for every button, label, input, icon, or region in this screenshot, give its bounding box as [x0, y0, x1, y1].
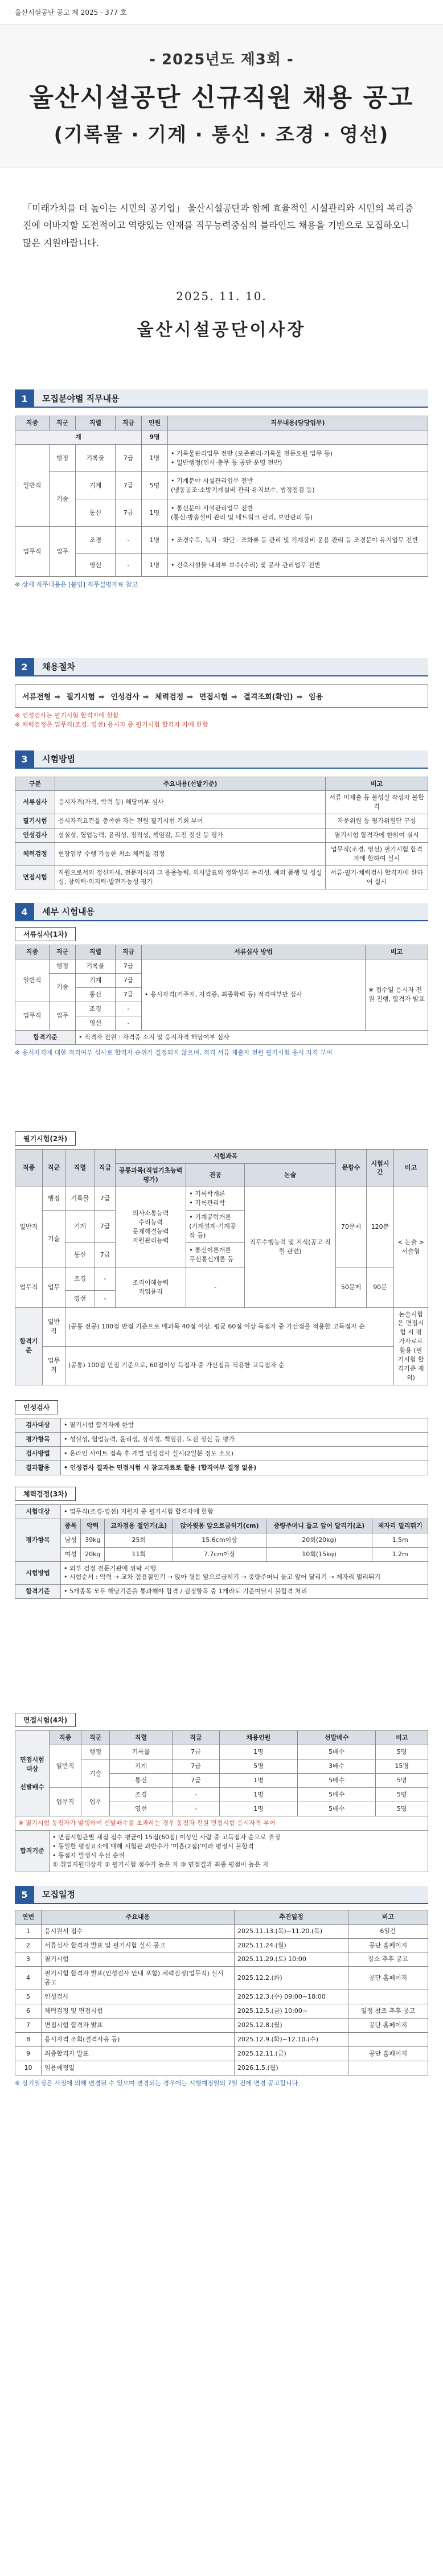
table-cell: 7급 [95, 1210, 116, 1242]
table-cell: 의사소통능력 수리능력 문제해결능력 자원관리능력 [116, 1187, 186, 1268]
table-cell: 행정 [81, 1745, 110, 1759]
table-cell: 1명 [219, 1745, 297, 1759]
table-cell: 영선 [76, 1016, 116, 1030]
table-cell: 행정 [50, 445, 76, 472]
notice-date: 2025. 11. 10. [176, 289, 267, 303]
hero-categories: (기록물 · 기계 · 통신 · 조경 · 영선) [54, 124, 389, 146]
col-header: 시험시간 [367, 1150, 394, 1187]
table-cell: 7급 [173, 1774, 220, 1788]
table-cell: 남성 [61, 1533, 81, 1547]
table-cell: 7급 [173, 1745, 220, 1759]
table-cell: 39kg [81, 1533, 105, 1547]
table-cell: 행정 [43, 1187, 65, 1210]
table-cell: 2025.11.24.(월) [235, 1938, 348, 1952]
table-cell: 5 [15, 1990, 42, 2004]
table-cell: ※ 접수일 응시자 전원 진행, 합격자 발표 [366, 959, 428, 1030]
col-header: 서류심사 방법 [142, 945, 366, 959]
table-cell: 응시자격(자격, 학력 등) 해당여부 심사 [55, 791, 326, 814]
table-cell: 공단 홈페이지 [348, 2019, 428, 2033]
table-cell: • 기록학개론 • 기록관리학 [186, 1187, 245, 1210]
table-cell: 4 [15, 1967, 42, 1990]
table-cell: 20회(20kg) [266, 1533, 372, 1547]
table-cell: • 기계공학개론 (기계설계·기계공작 등) [186, 1210, 245, 1242]
table-cell: 조경 [76, 1002, 116, 1016]
table-cell: 면접시험 합격자 발표 [42, 2019, 235, 2033]
table-cell: 90분 [367, 1268, 394, 1307]
col-header: 시험과목 [116, 1150, 336, 1164]
col-header: 제자리 멀리뛰기 [372, 1519, 428, 1533]
table-cell: 2025.11.13.(목)~11.20.(목) [235, 1924, 348, 1938]
document-screening-table [15, 945, 428, 1045]
table-cell: 조직이해능력 직업윤리 [116, 1268, 186, 1307]
table-cell: 5명 [219, 1759, 297, 1774]
col-header: 비고 [348, 1910, 428, 1924]
table-cell: 2026.1.5.(월) [235, 2061, 348, 2075]
table-cell: 70문제 [336, 1187, 367, 1268]
flow-step: 체력검정 [155, 692, 184, 702]
table-cell: 기술 [81, 1759, 110, 1788]
table-cell: 합격기준 [15, 1030, 76, 1044]
col-header: 직렬 [65, 1150, 95, 1187]
table-cell: 업무직 [50, 1788, 81, 1816]
table-cell: 시험대상 [15, 1504, 61, 1519]
table-cell: • 외부 검정 전문기관에 위탁 시행 • 시험순서 : 악력 → 교차 점용절인기 → 앉아 윗몸 앞으로굽히기 → 중량주머니 들고 앞어 달리기 → 제자리 멀리뛰기 [61, 1561, 428, 1585]
table-cell: < 논술 > 서술형 [394, 1187, 428, 1307]
section-number: 3 [15, 750, 34, 769]
section-title: 세부 시험내용 [34, 903, 428, 921]
subsection-tag: 면접시험(4차) [15, 1713, 76, 1727]
table-cell: 응시원서 접수 [42, 1924, 235, 1938]
table-cell: - [173, 1788, 220, 1802]
table-cell: 필기시험 [42, 1952, 235, 1967]
table-cell: 2025.12.11.(금) [235, 2047, 348, 2061]
table-cell: 5배수 [298, 1774, 376, 1788]
table-cell: 여성 [61, 1547, 81, 1561]
table-cell: 통신 [76, 499, 116, 527]
table-cell: 7급 [95, 1242, 116, 1268]
table-cell: 5배수 [298, 1802, 376, 1816]
physical-test-table [15, 1504, 428, 1599]
table-cell: 7급 [116, 973, 142, 987]
col-header: 주요내용(선발기준) [55, 777, 326, 791]
col-header: 종목 [61, 1519, 81, 1533]
table-cell: 15.6cm이상 [173, 1533, 266, 1547]
table-cell: • 조경수목, 녹지 · 화단 · 조화류 등 관리 및 기계장비 운용 관리 등 조경분야 유지업무 전반 [168, 527, 428, 554]
table-cell: 7급 [116, 959, 142, 973]
col-header: 직급 [173, 1731, 220, 1745]
section-title: 모집일정 [34, 1886, 428, 1904]
table-cell: 인성검사 [42, 1990, 235, 2004]
table-cell: 2025.12.5.(금) 10:00~ [235, 2004, 348, 2019]
arrow-right-icon: ➡ [142, 692, 149, 702]
section-number: 4 [15, 903, 34, 921]
table-cell: 필기시험 합격자에 한하여 실시 [326, 828, 428, 843]
table-cell: 검사대상 [15, 1418, 61, 1433]
table-cell: 기록물 [65, 1187, 95, 1210]
table-cell: • 5개종목 모두 해당기준을 통과해야 합격 / 검정항목 중 1개라도 기준미달시 불합격 처리 [61, 1585, 428, 1599]
table-cell: 자문위원 등 평가위원단 구성 [326, 814, 428, 828]
table-cell: 업무 [50, 527, 76, 577]
table-cell: 일반직 [50, 1745, 81, 1788]
table-cell: 일반직 [43, 1307, 65, 1346]
subsection-tag: 인성검사 [15, 1400, 58, 1414]
table-cell [348, 1990, 428, 2004]
col-header: 직급 [95, 1150, 116, 1187]
table-cell: 5명 [376, 1788, 428, 1802]
table-cell: 조경 [110, 1788, 173, 1802]
subsection-tag: 서류심사(1차) [15, 927, 76, 941]
table-cell: 장소 추후 공고 [348, 1952, 428, 1967]
col-header: 인원 [142, 416, 168, 430]
table-cell: 2025.12.3.(수) 09:00~18:00 [235, 1990, 348, 2004]
table-cell: 기록물 [110, 1745, 173, 1759]
table-cell: 조경 [76, 527, 116, 554]
col-header: 연번 [15, 1910, 42, 1924]
col-header: 직군 [50, 416, 76, 430]
table-cell: 6일간 [348, 1924, 428, 1938]
table-cell: 서류심사 합격자 발표 및 필기시험 실시 공고 [42, 1938, 235, 1952]
table-cell: 업무 [50, 1002, 76, 1030]
table-cell: 성실성, 협업능력, 윤리성, 정직성, 책임감, 도전 정신 등 평가 [55, 828, 326, 843]
table-cell: 120분 [367, 1187, 394, 1268]
table-cell: 응시자격요건을 충족한 자는 전원 필기시험 기회 부여 [55, 814, 326, 828]
job-duty-table [15, 416, 428, 577]
col-header: 직렬 [76, 416, 116, 430]
table-cell: - [95, 1290, 116, 1307]
table-cell: - [116, 554, 142, 577]
flow-step: 임용 [309, 692, 323, 702]
table-cell: • 기록물관리업무 전반 (보존관리·기록물 전문요원 업무 등) • 일반행정(인사·총무 등 공단 운영 전반) [168, 445, 428, 472]
table-cell: 필기시험 합격자 발표(인성검사 안내 포함) 체력검정(업무직) 실시 공고 [42, 1967, 235, 1990]
table-cell: 공단 홈페이지 [348, 1938, 428, 1952]
table-cell: ※ 필기시험 동점자가 발생하여 선발배수를 초과하는 경우 동점자 전원 면접시험 응시자격 부여 [15, 1816, 428, 1830]
table-cell: 7급 [116, 499, 142, 527]
col-header: 직군 [81, 1731, 110, 1745]
col-header: 직급 [116, 945, 142, 959]
table-cell: 임용예정일 [42, 2061, 235, 2075]
col-header: 직종 [15, 1150, 43, 1187]
flow-step: 필기시험 [66, 692, 95, 702]
table-cell: (공통 전공) 100점 만점 기준으로 매과목 40점 이상, 평균 60점 이상 득점자 중 가산점을 적용한 고득점자 순 [65, 1307, 394, 1346]
col-header: 직렬 [76, 945, 116, 959]
table-cell: 15명 [376, 1759, 428, 1774]
col-header: 구분 [15, 777, 55, 791]
table-cell: 7급 [116, 987, 142, 1002]
col-header: 비고 [376, 1731, 428, 1745]
table-cell: 5명 [376, 1774, 428, 1788]
section-4-header [15, 903, 428, 921]
table-cell: • 응시자격(거주지, 자격증, 최종학력 등) 적격여부만 심사 [142, 959, 366, 1030]
table-cell: • 인성검사 결과는 면접시험 시 참고자료로 활용 (합격여부 결정 없음) [61, 1461, 428, 1475]
table-cell: 조경 [65, 1268, 95, 1290]
exam-method-table [15, 777, 428, 889]
table-cell: 합격기준 [15, 1830, 50, 1872]
subsection-tag: 체력검정(3차) [15, 1487, 76, 1501]
col-header: 직종 [15, 416, 50, 430]
table-cell: 현장업무 수행 가능한 최소 체력을 검정 [55, 843, 326, 866]
table-cell: 7.7cm이상 [173, 1547, 266, 1561]
table-cell: - [186, 1268, 245, 1307]
total-label: 계 [15, 430, 142, 445]
col-header: 직렬 [110, 1731, 173, 1745]
table-cell: 영선 [76, 554, 116, 577]
table-cell: 1.5m [372, 1533, 428, 1547]
table-cell: 5배수 [298, 1745, 376, 1759]
table-cell: 7급 [116, 445, 142, 472]
table-cell: 6 [15, 2004, 42, 2019]
hero-title: 울산시설공단 신규직원 채용 공고 [29, 83, 414, 112]
hero-banner [0, 25, 443, 168]
table-cell: 통신 [110, 1774, 173, 1788]
interview-select-label: 선발배수 [20, 1783, 44, 1791]
table-cell: • 통신이론개론 무선통신개론 등 [186, 1242, 245, 1268]
table-cell: 1 [15, 1924, 42, 1938]
table-note: ※ 응시자격에 대한 적격여부 심사로 합격자 순위가 결정되지 않으며, 적격 서류 제출자 전원 필기시험 응시 자격 부여 [15, 1048, 333, 1056]
table-cell: • 성실성, 협업능력, 윤리성, 정직성, 책임감, 도전 정신 등 평가 [61, 1432, 428, 1446]
col-header: 직종 [15, 945, 50, 959]
table-cell: - [173, 1802, 220, 1816]
table-cell: 7급 [95, 1187, 116, 1210]
table-cell: 업무 [43, 1268, 65, 1307]
flow-step: 서류전형 [22, 692, 51, 702]
col-header: 비고 [366, 945, 428, 959]
table-cell: (공통) 100점 만점 기준으로, 60점이상 득점자 중 가산점을 적용한 고득점자 순 [65, 1346, 394, 1385]
personality-test-table [15, 1418, 428, 1475]
table-cell: 논술시험은 면접시험 시 평가자료로 활용 (필기시험 합격기준 제외) [394, 1307, 428, 1385]
section-number: 5 [15, 1886, 34, 1904]
organization-name: 울산시설공단이사장 [137, 320, 306, 341]
flow-note: ※ 체력검정은 업무직(조경, 영선) 응시자 중 필기시험 합격자 자에 한함 [15, 721, 208, 729]
table-cell: 일반직 [15, 445, 50, 527]
table-cell: 기계 [76, 472, 116, 499]
table-cell: 1명 [219, 1802, 297, 1816]
table-cell: 10 [15, 2061, 42, 2075]
table-cell: 검사방법 [15, 1446, 61, 1461]
table-cell: 2025.12.2.(화) [235, 1967, 348, 1990]
table-cell: • 업무직(조경·영선) 지원자 중 필기시험 합격자에 한함 [61, 1504, 428, 1519]
col-header: 선발배수 [298, 1731, 376, 1745]
table-cell: 1.2m [372, 1547, 428, 1561]
section-title: 채용절차 [34, 658, 428, 676]
table-cell: 기계 [76, 973, 116, 987]
table-cell: 10회(15kg) [266, 1547, 372, 1561]
table-cell: 5명 [142, 472, 168, 499]
col-header: 앉아윗몸 앞으로굽히기(cm) [173, 1519, 266, 1533]
table-cell: 1명 [142, 554, 168, 577]
table-cell: 직무수행능력 및 지식(공고 직렬 관련) [245, 1187, 336, 1307]
col-header: 직무내용(담당업무) [168, 416, 428, 430]
table-cell: • 필기시험 합격자에 한함 [61, 1418, 428, 1433]
table-cell: 일반직 [15, 1187, 43, 1268]
table-cell: 체력검정 및 면접시험 [42, 2004, 235, 2019]
interview-table [15, 1730, 428, 1872]
table-cell: 1명 [142, 499, 168, 527]
table-cell: 평가항목 [15, 1432, 61, 1446]
table-cell: 5명 [376, 1802, 428, 1816]
col-header: 교차점용 절인기(초) [105, 1519, 173, 1533]
flow-step: 면접시험 [199, 692, 228, 702]
table-cell: 2025.11.29.(토) 10:00 [235, 1952, 348, 1967]
table-cell: 합격기준 [15, 1307, 43, 1385]
table-cell: 8 [15, 2033, 42, 2047]
table-cell: 일반직 [15, 959, 50, 1002]
table-cell: 50문제 [336, 1268, 367, 1307]
table-cell: 응시자격 조회(결격사유 등) [42, 2033, 235, 2047]
section-title: 모집분야별 직무내용 [34, 389, 428, 408]
table-cell: 7급 [173, 1759, 220, 1774]
arrow-right-icon: ➡ [296, 692, 303, 702]
table-cell: 일정 참조 추후 공고 [348, 2004, 428, 2019]
notice-number: 울산시설공단 공고 제 2025 - 377 호 [0, 0, 443, 25]
table-cell: 업무직 [15, 1268, 43, 1307]
table-cell: - [116, 1016, 142, 1030]
arrow-right-icon: ➡ [231, 692, 237, 702]
table-cell: • 통신분야 시설관리업무 전반 (통신·방송설비 관리 및 네트워크 관리, 보안관리 등) [168, 499, 428, 527]
subsection-tag: 필기시험(2차) [15, 1131, 76, 1146]
intro-paragraph: 「미래가치를 더 높이는 시민의 공기업」 울산시설공단과 함께 효율적인 시설관리와 시민의 복리증진에 이바지할 도전적이고 역량있는 인재를 직무능력중심의 블라인드 채용을 기반으로 모집하오니 많은 지원바랍니다. [23, 203, 413, 248]
interview-target-label: 면접시험 대상 [20, 1755, 44, 1773]
col-subheader: 논술 [245, 1163, 336, 1187]
table-cell: 서류 미제출 등 불성실 작성자 불합격 [326, 791, 428, 814]
table-cell: 직원으로서의 정신자세, 전문지식과 그 응용능력, 의사발표의 정확성과 논리성, 예의 품행 및 성실성, 창의력·의지력·발전가능성 평가 [55, 866, 326, 889]
table-cell: 업무직(조경, 영선) 필기시험 합격자에 한하여 실시 [326, 843, 428, 866]
col-header: 추진일정 [235, 1910, 348, 1924]
col-header: 문항수 [336, 1150, 367, 1187]
table-cell: 11회 [105, 1547, 173, 1561]
table-cell: 합격기준 [15, 1585, 61, 1599]
table-cell: 5배수 [298, 1788, 376, 1802]
table-cell: 업무직 [15, 1002, 50, 1030]
table-cell: - [116, 527, 142, 554]
section-title: 시험방법 [34, 750, 428, 769]
section-5-header [15, 1886, 428, 1904]
table-cell: 2025.12.8.(월) [235, 2019, 348, 2033]
table-cell: 공단 홈페이지 [348, 2047, 428, 2061]
table-cell: 인성검사 [15, 828, 55, 843]
table-cell: • 면접시험관별 채점 점수 평균이 15점(60점) 이상인 사람 중 고득점자 순으로 결정 • 동일한 평정요소에 대해 시험관 과반수가 '미흡(2점)'이라 평정시 불합격 • 동점자 발생시 우선 순위 ① 취업지원대상자 ② 필기시험 점수가 높은 자 ③ 면접결과 최종 평점이 높은 자 [50, 1830, 428, 1872]
col-header: 채용인원 [219, 1731, 297, 1745]
section-number: 1 [15, 389, 34, 408]
col-subheader: 전공 [186, 1163, 245, 1187]
table-cell: 영선 [65, 1290, 95, 1307]
table-cell: 3 [15, 1952, 42, 1967]
table-cell: 기술 [50, 973, 76, 1002]
process-flow [15, 684, 428, 708]
table-cell: • 온라인 사이트 접속 후 개별 인성검사 실시(2일분 정도 소요) [61, 1446, 428, 1461]
table-cell: 1명 [219, 1788, 297, 1802]
schedule-table [15, 1910, 428, 2075]
table-cell: 통신 [76, 987, 116, 1002]
table-note: ※ 상세 직무내용은 [붙임] 직무설명자료 참고 [15, 581, 138, 589]
table-cell: 3배수 [298, 1759, 376, 1774]
table-cell: 결과활용 [15, 1461, 61, 1475]
section-2-header [15, 658, 428, 676]
flow-step: 결격조회(확인) [243, 692, 293, 702]
table-cell: • 기계분야 시설관리업무 전반 (냉동공조·소방기계설비 관리·유지보수, 법정점검 등) [168, 472, 428, 499]
col-header: 직군 [50, 945, 76, 959]
table-cell: 2025.12.9.(화)~12.10.(수) [235, 2033, 348, 2047]
table-cell: 기계 [110, 1759, 173, 1774]
hero-subtitle: - 2025년도 제3회 - [149, 51, 294, 68]
table-cell: 평가항목 [15, 1519, 61, 1561]
table-cell: - [116, 1002, 142, 1016]
intro-text [0, 168, 443, 257]
col-header: 직종 [50, 1731, 81, 1745]
table-cell: 서류심사 [15, 791, 55, 814]
table-cell: 최종합격자 발표 [42, 2047, 235, 2061]
table-cell: 기록물 [76, 445, 116, 472]
table-cell: 20kg [81, 1547, 105, 1561]
table-cell: 1명 [219, 1774, 297, 1788]
table-cell: 1명 [142, 445, 168, 472]
col-header: 중량주머니 들고 앞어 달리기(초) [266, 1519, 372, 1533]
arrow-right-icon: ➡ [187, 692, 194, 702]
arrow-right-icon: ➡ [54, 692, 61, 702]
table-cell: - [95, 1268, 116, 1290]
flow-step: 인성검사 [110, 692, 140, 702]
table-cell: 체력검정 [15, 843, 55, 866]
table-cell: • 적격자 전원 : 자격증 소지 및 응시자격 해당여부 심사 [76, 1030, 428, 1044]
table-cell: 시험방법 [15, 1561, 61, 1585]
arrow-right-icon: ➡ [98, 692, 105, 702]
section-1-header [15, 389, 428, 408]
table-cell: 필기시험 [15, 814, 55, 828]
table-cell: 기계 [65, 1210, 95, 1242]
section-number: 2 [15, 658, 34, 676]
table-cell: 9 [15, 2047, 42, 2061]
table-cell: 25회 [105, 1533, 173, 1547]
table-cell: 기술 [43, 1210, 65, 1268]
section-3-header [15, 750, 428, 769]
table-cell: 업무 [81, 1788, 110, 1816]
schedule-note: ※ 상기일정은 사정에 의해 변경될 수 있으며 변경되는 경우에는 시행예정일의 7일 전에 변경 공고합니다. [15, 2079, 300, 2087]
table-cell: 기록물 [76, 959, 116, 973]
table-cell [348, 2061, 428, 2075]
table-cell: 면접시험 [15, 866, 55, 889]
written-exam-table [15, 1149, 428, 1385]
table-cell [348, 2033, 428, 2047]
col-header: 직군 [43, 1150, 65, 1187]
table-cell: 공단 홈페이지 [348, 1967, 428, 1990]
table-cell [15, 1731, 50, 1816]
table-cell: 영선 [110, 1802, 173, 1816]
table-cell: 7급 [116, 472, 142, 499]
table-cell: 서류·필기·체력검사 합격자에 한하여 실시 [326, 866, 428, 889]
table-cell: 1명 [142, 527, 168, 554]
col-header: 주요내용 [42, 1910, 235, 1924]
table-cell: 행정 [50, 959, 76, 973]
col-header: 직급 [116, 416, 142, 430]
table-cell: • 건축시설물 내외부 보수(수리) 및 공사 관리업무 전반 [168, 554, 428, 577]
col-header: 비고 [326, 777, 428, 791]
flow-note: ※ 인성검사는 필기시험 합격자에 한함 [15, 711, 119, 719]
col-header: 비고 [394, 1150, 428, 1187]
col-subheader: 공통과목(직업기초능력평가) [116, 1163, 186, 1187]
table-cell: 기술 [50, 472, 76, 527]
total-count: 9명 [142, 430, 168, 445]
table-cell: 업무직 [43, 1346, 65, 1385]
table-cell: 2 [15, 1938, 42, 1952]
table-cell: 5명 [376, 1745, 428, 1759]
table-cell: 업무직 [15, 527, 50, 577]
col-header: 악력 [81, 1519, 105, 1533]
table-cell: 7 [15, 2019, 42, 2033]
table-cell: 통신 [65, 1242, 95, 1268]
